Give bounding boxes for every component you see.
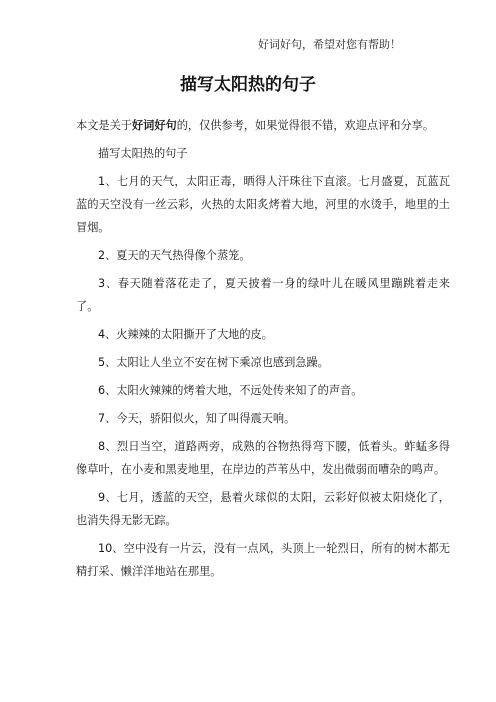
sentence-item: 6、太阳火辣辣的烤着大地，不远处传来知了的声音。: [98, 384, 363, 397]
page-title: 描写太阳热的句子: [180, 75, 316, 95]
intro-keyword: 好词好句: [131, 119, 177, 132]
sentence-item: 3、春天随着落花走了，夏天披着一身的绿叶儿在暖风里蹦跳着走来了。: [76, 277, 450, 313]
sentence-item: 5、太阳让人坐立不安在树下乘凉也感到急躁。: [98, 356, 329, 369]
sentence-item: 2、夏天的天气热得像个蒸笼。: [98, 249, 251, 262]
sentence-item: 4、火辣辣的太阳撕开了大地的皮。: [98, 328, 273, 341]
intro-suffix: 的，仅供参考，如果觉得很不错，欢迎点评和分享。: [176, 119, 435, 132]
document-body: [76, 114, 450, 588]
sentence-item: 1、七月的天气，太阳正毒，晒得人汗珠往下直滚。七月盛夏，瓦蓝瓦蓝的天空没有一丝云彩，火热的太阳炙烤着大地，河里的水烫手，地里的土冒烟。: [76, 175, 450, 234]
sentence-item: 8、烈日当空，道路两旁，成熟的谷物热得弯下腰，低着头。蚱蜢多得像草叶，在小麦和黑麦地里，在岸边的芦苇丛中，发出微弱而嘈杂的鸣声。: [76, 440, 450, 476]
intro-prefix: 本文是关于: [76, 119, 132, 132]
sentence-item: 7、今天，骄阳似火，知了叫得震天响。: [98, 412, 296, 425]
intro-paragraph: [76, 114, 450, 137]
sentence-item: 9、七月，透蓝的天空，悬着火球似的太阳，云彩好似被太阳烧化了，也消失得无影无踪。: [76, 491, 450, 527]
subheading: 描写太阳热的句子: [98, 147, 188, 160]
header-note: 好词好句，希望对您有帮助！: [258, 38, 401, 51]
sentence-item: 10、空中没有一片云，没有一点风，头顶上一轮烈日，所有的树木都无精打采、懒洋洋地站在那里。: [76, 542, 450, 578]
